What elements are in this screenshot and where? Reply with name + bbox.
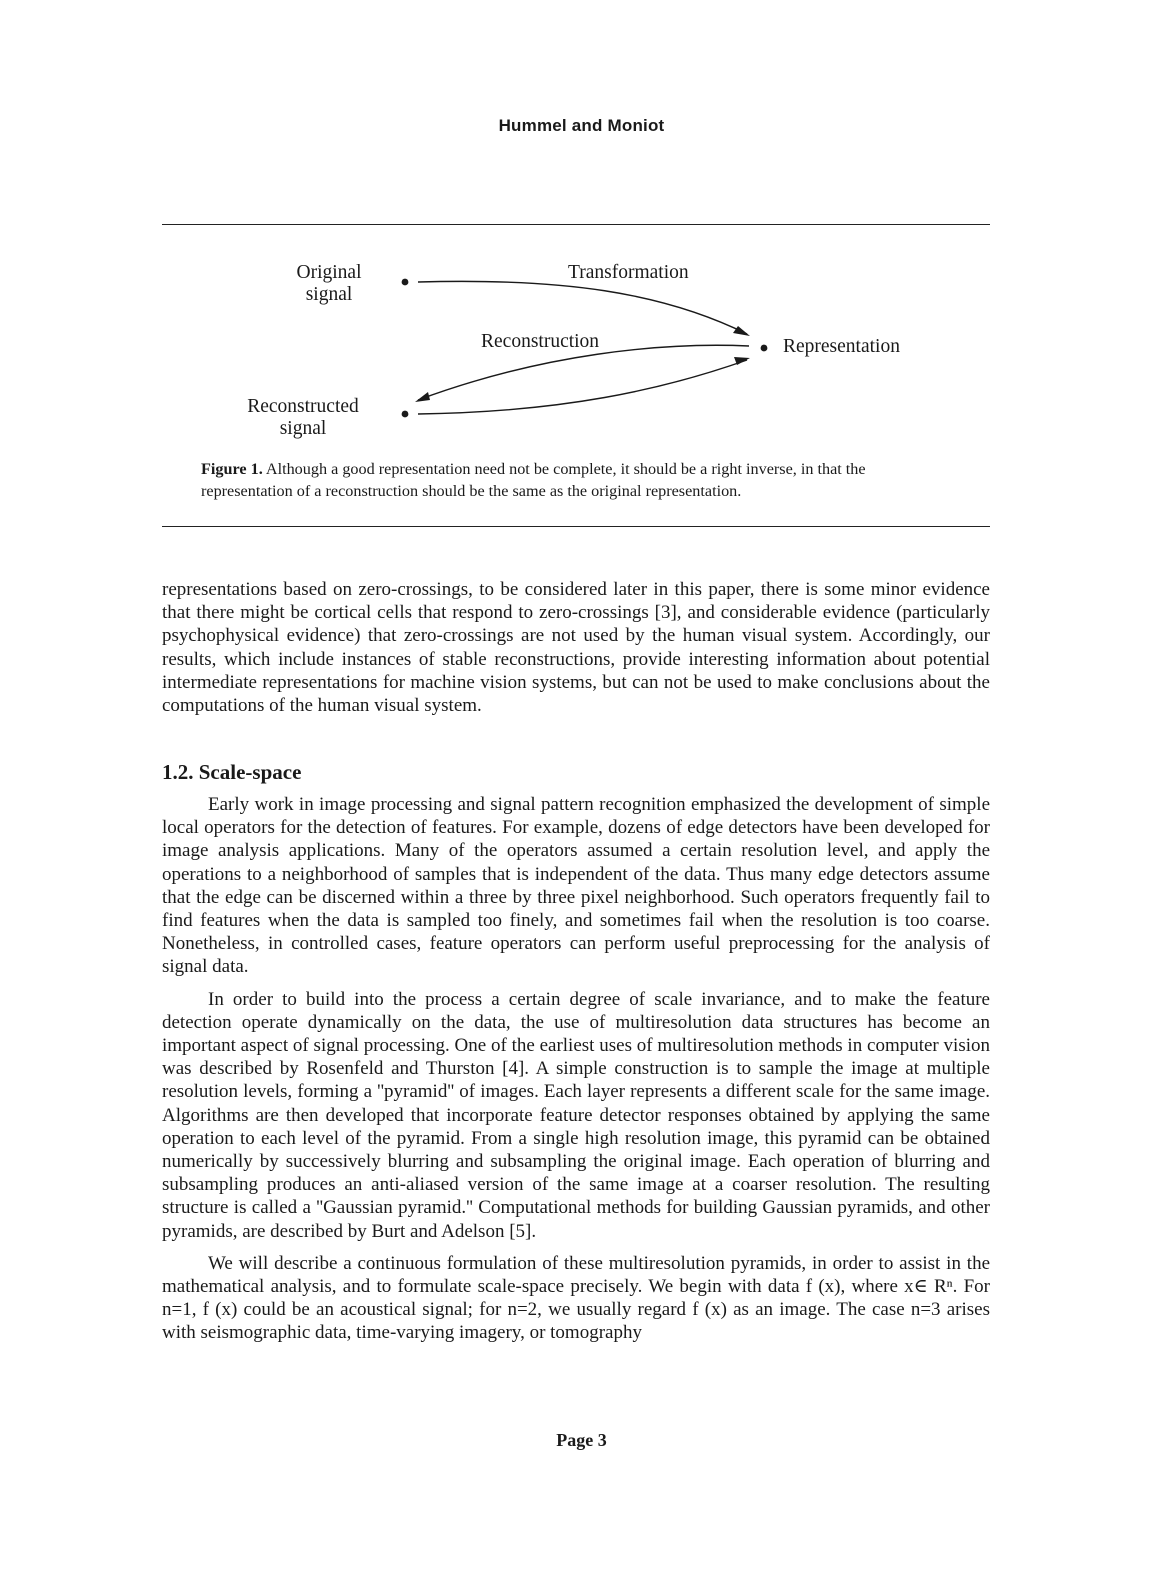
representation-label: Representation: [783, 336, 900, 357]
reconstruction-label: Reconstruction: [481, 331, 600, 352]
representation-node: [761, 345, 768, 352]
transformation-arrow: [418, 281, 747, 334]
transformation-label: Transformation: [568, 262, 689, 283]
reconstructed-signal-label-line2: signal: [279, 418, 327, 439]
transformation-arrowhead: [733, 326, 750, 336]
paragraph-4: We will describe a continuous formulation of these multiresolution pyramids, in order to assist in the mathematical analysis, and to formulate scale-space precisely. We begin with data f (x), where x∈ Rⁿ. For n=1, f (x) could be an acoustical signal; for n=2, we usually regard f (x) as an image. The case n=3 arises with seismographic data, time-varying imagery, or tomography: [162, 1252, 990, 1344]
figure-bottom-rule: [162, 526, 990, 527]
paragraph-3: In order to build into the process a certain degree of scale invariance, and to make the feature detection operate dynamically on the data, the use of multiresolution data structures has become an important aspect of signal processing. One of the earliest uses of multiresolution methods in computer vision was described by Rosenfeld and Thurston [4]. A simple construction is to sample the image at multiple resolution levels, forming a ''pyramid'' of images. Each layer represents a different scale for the same image. Algorithms are then developed that incorporate feature detector responses obtained by applying the same operation to each level of the pyramid. From a single high resolution image, this pyramid can be obtained numerically by successively blurring and subsampling the original image. Each operation of blurring and subsampling produces an anti-aliased version of the same image at a coarser resolution. The resulting structure is called a ''Gaussian pyramid.'' Computational methods for building Gaussian pyramids, and other pyramids, are described by Burt and Adelson [5].: [162, 988, 990, 1242]
paragraph-1: representations based on zero-crossings, to be considered later in this paper, there is some minor evidence that there might be cortical cells that respond to zero-crossings [3], and considerable evidence (particularly psychophysical evidence) that zero-crossings are not used by the human visual system. Accordingly, our results, which include instances of stable reconstructions, provide interesting information about potential intermediate representations for machine vision systems, but can not be used to make conclusions about the computations of the human visual system.: [162, 579, 990, 717]
body-block-2: [162, 793, 990, 1354]
body-block-1: [162, 578, 990, 726]
running-head: Hummel and Moniot: [498, 116, 665, 135]
original-signal-node: [402, 279, 409, 286]
retransformation-arrow: [418, 360, 747, 414]
figure-caption-text: Although a good representation need not be complete, it should be a right inverse, in that the representation of a reconstruction should be the same as the original representation.: [201, 460, 866, 500]
reconstruction-arrowhead: [415, 392, 430, 402]
original-signal-label-line2: signal: [305, 284, 353, 305]
original-signal-label-line1: Original: [296, 262, 362, 283]
reconstructed-signal-node: [402, 411, 409, 418]
figure-caption: [201, 458, 961, 502]
original-signal-label: [290, 262, 368, 306]
page-number: Page 3: [556, 1430, 607, 1450]
figure-caption-label: Figure 1.: [201, 460, 263, 478]
section-heading: 1.2. Scale-space: [162, 760, 302, 784]
figure-top-rule: [162, 224, 990, 225]
paragraph-2: Early work in image processing and signal pattern recognition emphasized the development of simple local operators for the detection of features. For example, dozens of edge detectors have been developed for image analysis applications. Many of the operators assumed a certain resolution level, and apply the operations to a neighborhood of samples that is independent of the data. Thus many edge detectors assume that the edge can be discerned within a three by three pixel neighborhood. Such operators frequently fail to find features when the data is sampled too finely, and sometimes fail when the resolution is too coarse. Nonetheless, in controlled cases, feature operators can perform useful preprocessing for the analysis of signal data.: [162, 794, 990, 978]
reconstruction-arrow: [418, 345, 749, 400]
reconstructed-signal-label-line1: Reconstructed: [247, 396, 359, 417]
reconstructed-signal-label: [238, 396, 368, 440]
